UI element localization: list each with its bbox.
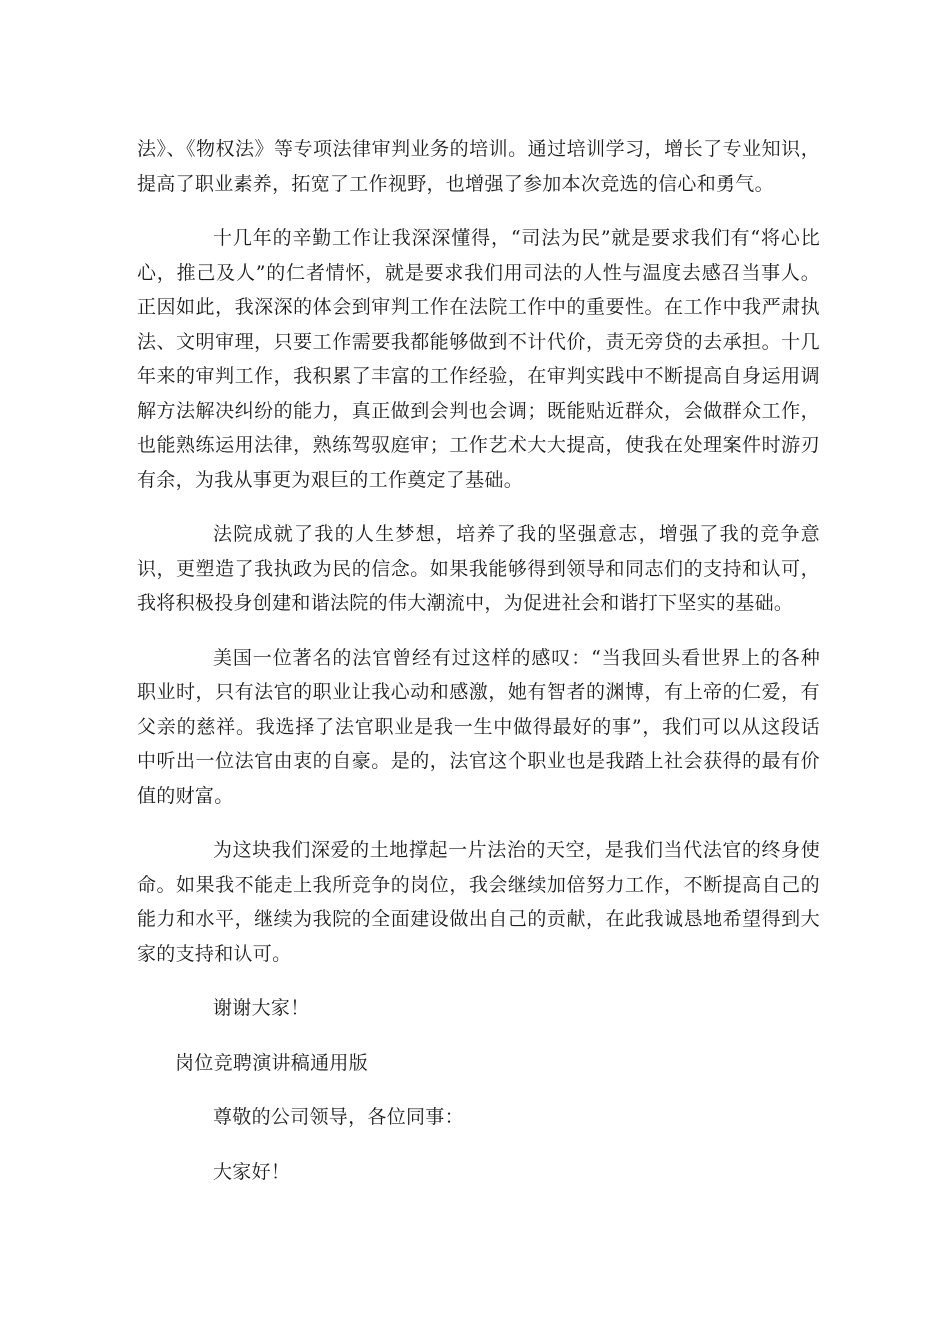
- paragraph-judicial-work: 十几年的辛勤工作让我深深懂得，“司法为民”就是要求我们有“将心比心，推己及人”的仁者情怀，就是要求我们用司法的人性与温度去感召当事人。正因如此，我深深的体会到审判工作在法院工作中的重要性。在工作中我严肃执法、文明审理，只要工作需要我都能够做到不计代价，责无旁贷的去承担。十几年来的审判工作，我积累了丰富的工作经验，在审判实践中不断提高自身运用调解方法解决纠纷的能力，真正做到会判也会调；既能贴近群众，会做群众工作，也能熟练运用法律，熟练驾驭庭审；工作艺术大大提高，使我在处理案件时游刃有余，为我从事更为艰巨的工作奠定了基础。: [137, 227, 820, 491]
- section-title: 岗位竞聘演讲稿通用版: [175, 1051, 369, 1074]
- paragraph-training: 法》、《物权法》等专项法律审判业务的培训。通过培训学习，增长了专业知识，提高了职业素养，拓宽了工作视野，也增强了参加本次竞选的信心和勇气。: [137, 138, 820, 195]
- paragraph-court-dream: 法院成就了我的人生梦想，培养了我的坚强意志，增强了我的竞争意识，更塑造了我执政为民的信念。如果我能够得到领导和同志们的支持和认可，我将积极投身创建和谐法院的伟大潮流中，为促进社会和谐打下坚实的基础。: [137, 523, 820, 614]
- salutation: 尊敬的公司领导，各位同事：: [213, 1106, 464, 1128]
- paragraph-judge-quote: 美国一位著名的法官曾经有过这样的感叹：“当我回头看世界上的各种职业时，只有法官的职业让我心动和感激，她有智者的渊博，有上帝的仁爱，有父亲的慈祥。我选择了法官职业是我一生中做得最好的事”，我们可以从这段话中听出一位法官由衷的自豪。是的，法官这个职业也是我踏上社会获得的最有价值的财富。: [137, 646, 820, 807]
- closing-thanks: 谢谢大家！: [213, 997, 310, 1019]
- paragraph-mission: 为这块我们深爱的土地撑起一片法治的天空，是我们当代法官的终身使命。如果我不能走上我所竞争的岗位，我会继续加倍努力工作，不断提高自己的能力和水平，继续为我院的全面建设做出自己的贡献，在此我诚恳地希望得到大家的支持和认可。: [137, 839, 820, 965]
- greeting: 大家好！: [213, 1160, 291, 1183]
